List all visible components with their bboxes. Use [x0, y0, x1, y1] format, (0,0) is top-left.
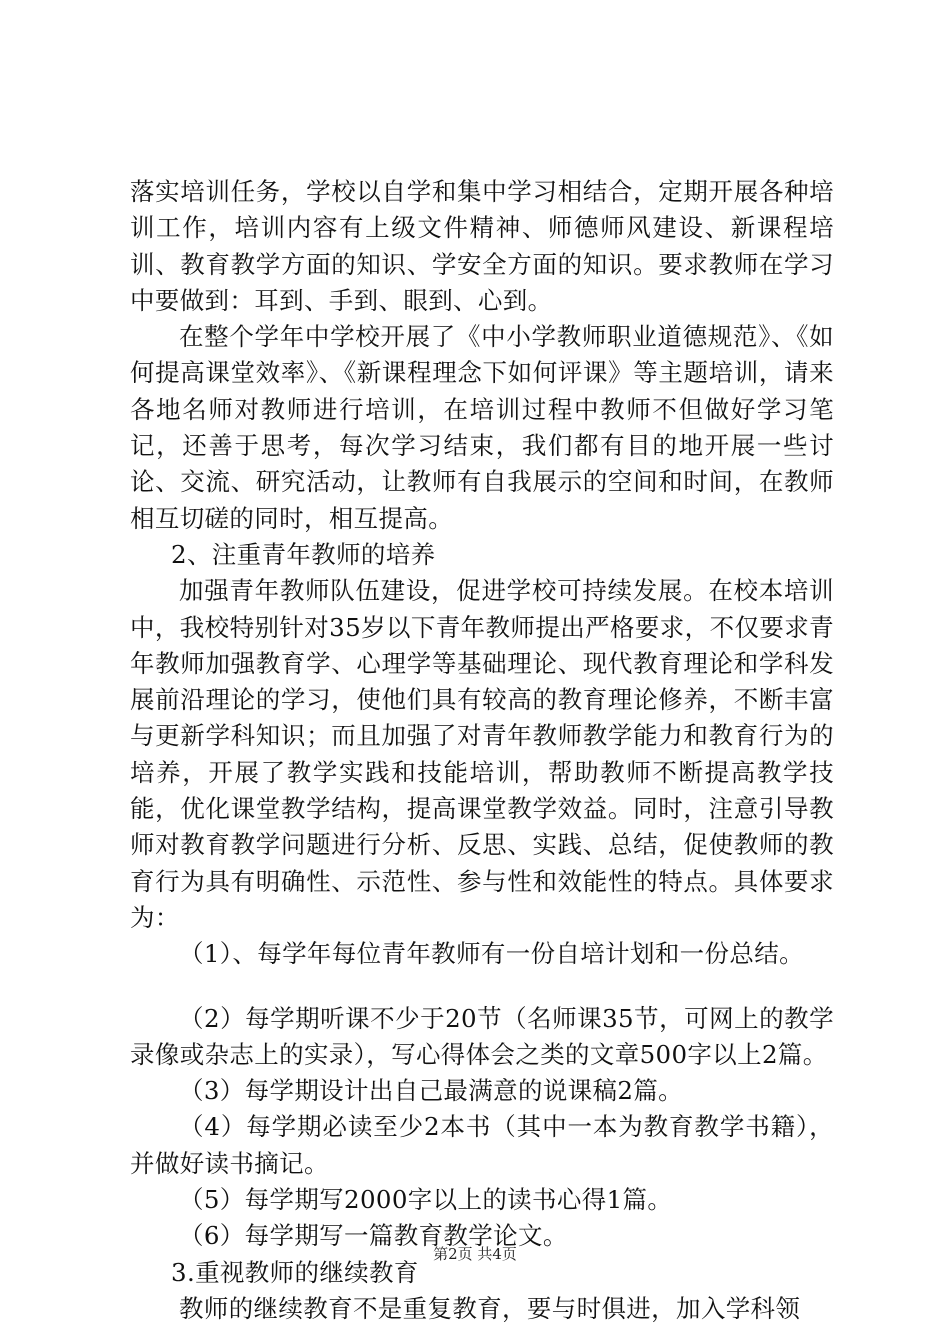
requirement-item-5: （5）每学期写2000字以上的读书心得1篇。 — [179, 1185, 673, 1215]
requirement-item-1: （1）、每学年每位青年教师有一份自培计划和一份总结。 — [179, 939, 804, 969]
requirement-item-3: （3）每学期设计出自己最满意的说课稿2篇。 — [179, 1076, 684, 1106]
section-heading-young-teachers: 2、注重青年教师的培养 — [171, 539, 436, 569]
page-footer — [0, 1244, 950, 1264]
paragraph-continuing-education: 教师的继续教育不是重复教育，要与时俱进，加入学科领 — [179, 1293, 801, 1323]
requirement-item-2: （2）每学期听课不少于20节（名师课35节，可网上的教学录像或杂志上的实录），写心得体会之类的文章500字以上2篇。 — [130, 1003, 834, 1069]
page-number-label: 第2页 共4页 — [433, 1245, 517, 1263]
paragraph-training-tasks: 落实培训任务，学校以自学和集中学习相结合，定期开展各种培训工作，培训内容有上级文件精神、师德师风建设、新课程培训、教育教学方面的知识、学安全方面的知识。要求教师在学习中要做到：耳到、手到、眼到、心到。 — [130, 177, 834, 315]
paragraph-themed-training: 在整个学年中学校开展了《中小学教师职业道德规范》、《如何提高课堂效率》、《新课程理念下如何评课》等主题培训，请来各地名师对教师进行培训，在培训过程中教师不但做好学习笔记，还善于思考，每次学习结束，我们都有目的地开展一些讨论、交流、研究活动，让教师有自我展示的空间和时间，在教师相互切磋的同时，相互提高。 — [130, 322, 834, 533]
paragraph-spacing — [130, 973, 834, 1001]
paragraph-young-teacher-development: 加强青年教师队伍建设，促进学校可持续发展。在校本培训中，我校特别针对35岁以下青年教师提出严格要求，不仅要求青年教师加强教育学、心理学等基础理论、现代教育理论和学科发展前沿理论的学习，使他们具有较高的教育理论修养，不断丰富与更新学科知识；而且加强了对青年教师教学能力和教育行为的培养，开展了教学实践和技能培训，帮助教师不断提高教学技能，优化课堂教学结构，提高课堂教学效益。同时，注意引导教师对教育教学问题进行分析、反思、实践、总结，促使教师的教育行为具有明确性、示范性、参与性和效能性的特点。具体要求为： — [130, 576, 834, 932]
requirement-item-6: （6）每学期写一篇教育教学论文。 — [179, 1221, 568, 1251]
requirement-item-4: （4）每学期必读至少2本书（其中一本为教育教学书籍），并做好读书摘记。 — [130, 1112, 834, 1178]
document-body — [130, 174, 834, 1327]
section-heading-continuing-education: 3.重视教师的继续教育 — [171, 1257, 419, 1287]
